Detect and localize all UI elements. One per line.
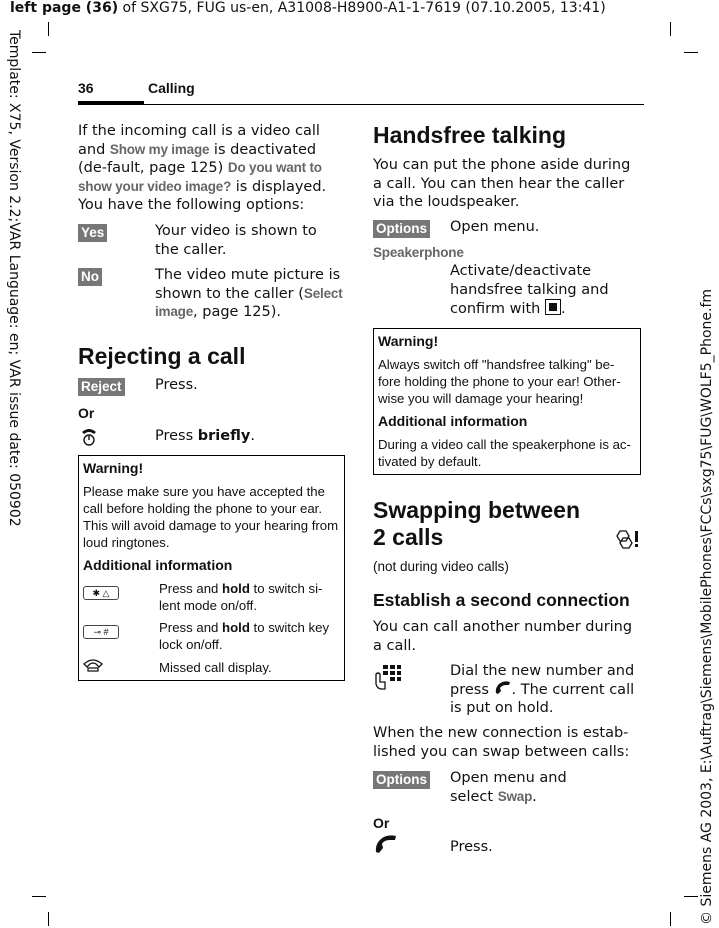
print-header-info: of SXG75, FUG us-en, A31008-H8900-A1-1-7619 (07.10.2005, 13:41) [118,0,606,16]
speaker-text: Activate/deactivate handsfree talking and confirm with [450,263,609,317]
show-my-image-setting: Show my image [109,141,210,157]
swap-note: (not during video calls) [373,559,509,574]
options-softkey-row [373,218,430,238]
header-rule [78,104,644,105]
reject-description: Press. [155,377,198,393]
crop-mark [48,22,49,36]
handsfree-heading: Handsfree talking [373,122,566,148]
copyright-side-text: © Siemens AG 2003, E:\Auftrag\Siemens\MobilePhones\FCCs\sxg75\FUG\WOLF5_Phone.fm [699,288,715,925]
item-bold: hold [222,620,250,635]
swapping-heading-line2: 2 calls [373,524,444,550]
network-service-icon [614,528,640,554]
additional-info-title: Additional information [378,413,528,429]
item-text: to switch key lock on/off. [159,620,330,652]
establish-heading: Establish a second connection [373,590,630,610]
crop-mark [684,52,698,53]
swap-text: . [532,788,537,805]
intro-text: is displayed. You have the following options: [78,178,327,213]
crop-mark [670,22,671,36]
rejecting-call-heading: Rejecting a call [78,343,246,369]
crop-mark [32,52,46,53]
print-header-page: left page (36) [10,0,119,16]
crop-mark [48,912,49,926]
end-key-icon [80,426,98,450]
no-softkey-row [78,266,102,286]
key-lock-info [159,619,339,653]
warning-title: Warning! [378,333,439,349]
crop-mark [32,896,46,897]
confirm-key-icon [545,299,561,315]
speakerphone-label: Speakerphone [373,245,464,260]
missed-call-info: Missed call display. [159,660,272,675]
print-header [10,0,606,16]
no-desc-text: The video mute picture is shown to the caller ( [155,267,341,302]
dial-text: . The current call is put on hold. [450,681,635,716]
warning-text: Always switch off "handsfree talking" be-fore holding the phone to your ear! Other-wise you will damage your hearing! [378,357,621,406]
warning-title: Warning! [83,460,144,476]
additional-info-title: Additional information [83,557,233,573]
speakerphone-description: Activate/deactivate handsfree talking and confirm with . [450,263,609,317]
establish-text: You can call another number during a call. [373,619,633,654]
end-key-description [155,427,255,446]
no-softkey: No [78,268,102,286]
press-description: Press. [450,839,493,855]
star-key-icon: ✱ △ [83,583,119,600]
or-label: Or [373,815,390,831]
no-desc-text: , page 125). [193,304,282,320]
additional-info-text: During a video call the speakerphone is ac-tivated by default. [378,437,631,469]
intro-text: is deactivated (de-fault, page 125) [78,141,317,176]
dial-text: Dial the new number and press [450,663,635,698]
swap-options-description [450,769,600,806]
copyright-side-note [697,268,719,928]
left-warning-box [78,455,345,681]
item-text: Press and [159,581,223,596]
template-side-note [2,30,24,650]
options-softkey: Options [373,220,430,238]
yes-description: Your video is shown to the caller. [155,223,317,258]
crop-mark [684,896,698,897]
yes-softkey: Yes [78,224,107,242]
crop-mark [670,912,671,926]
page-section-title: Calling [148,80,195,96]
warning-text: Please make sure you have accepted the call before holding the phone to your ear. This will avoid damage to your hearing from loud ringtones. [83,484,339,550]
reject-softkey: Reject [78,378,125,396]
intro-text: If the incoming call is a video call and [78,123,320,158]
template-side-text: Template: X75, Version 2.2;VAR Language: en; VAR issue date: 050902 [6,30,22,527]
video-call-intro [78,122,346,215]
swapping-heading-line1: Swapping between [373,497,581,523]
end-text: Press [155,428,198,444]
handsfree-text: You can put the phone aside during a call. You can then hear the caller via the loudspeaker. [373,157,631,210]
end-text: . [250,428,255,444]
when-connected-text: When the new connection is estab-lished you can swap between calls: [373,725,630,760]
right-warning-box [373,328,641,475]
end-bold: briefly [197,428,251,444]
video-prompt: Do you want to show your video image? [78,160,322,194]
no-description [155,266,347,322]
dial-description [450,662,642,718]
options-softkey-row-2 [373,769,430,789]
options-softkey: Options [373,771,430,789]
missed-call-icon [83,657,103,677]
yes-softkey-row [78,222,107,242]
swap-menu-item: Swap [497,788,533,804]
or-label: Or [78,405,95,421]
item-bold: hold [222,581,250,596]
select-image-setting: Select image [155,285,343,319]
item-text: Press and [159,620,223,635]
keypad-icon [374,664,402,694]
silent-mode-info [159,580,339,614]
options-description: Open menu. [450,219,540,235]
call-key-icon [494,682,512,698]
call-key-icon [374,834,398,858]
hash-key-icon: ⊸ # [83,622,119,639]
item-text: to switch si-lent mode on/off. [159,581,323,613]
page-number: 36 [78,80,94,96]
reject-softkey-row [78,376,125,396]
swap-text: Open menu and select [450,770,567,805]
